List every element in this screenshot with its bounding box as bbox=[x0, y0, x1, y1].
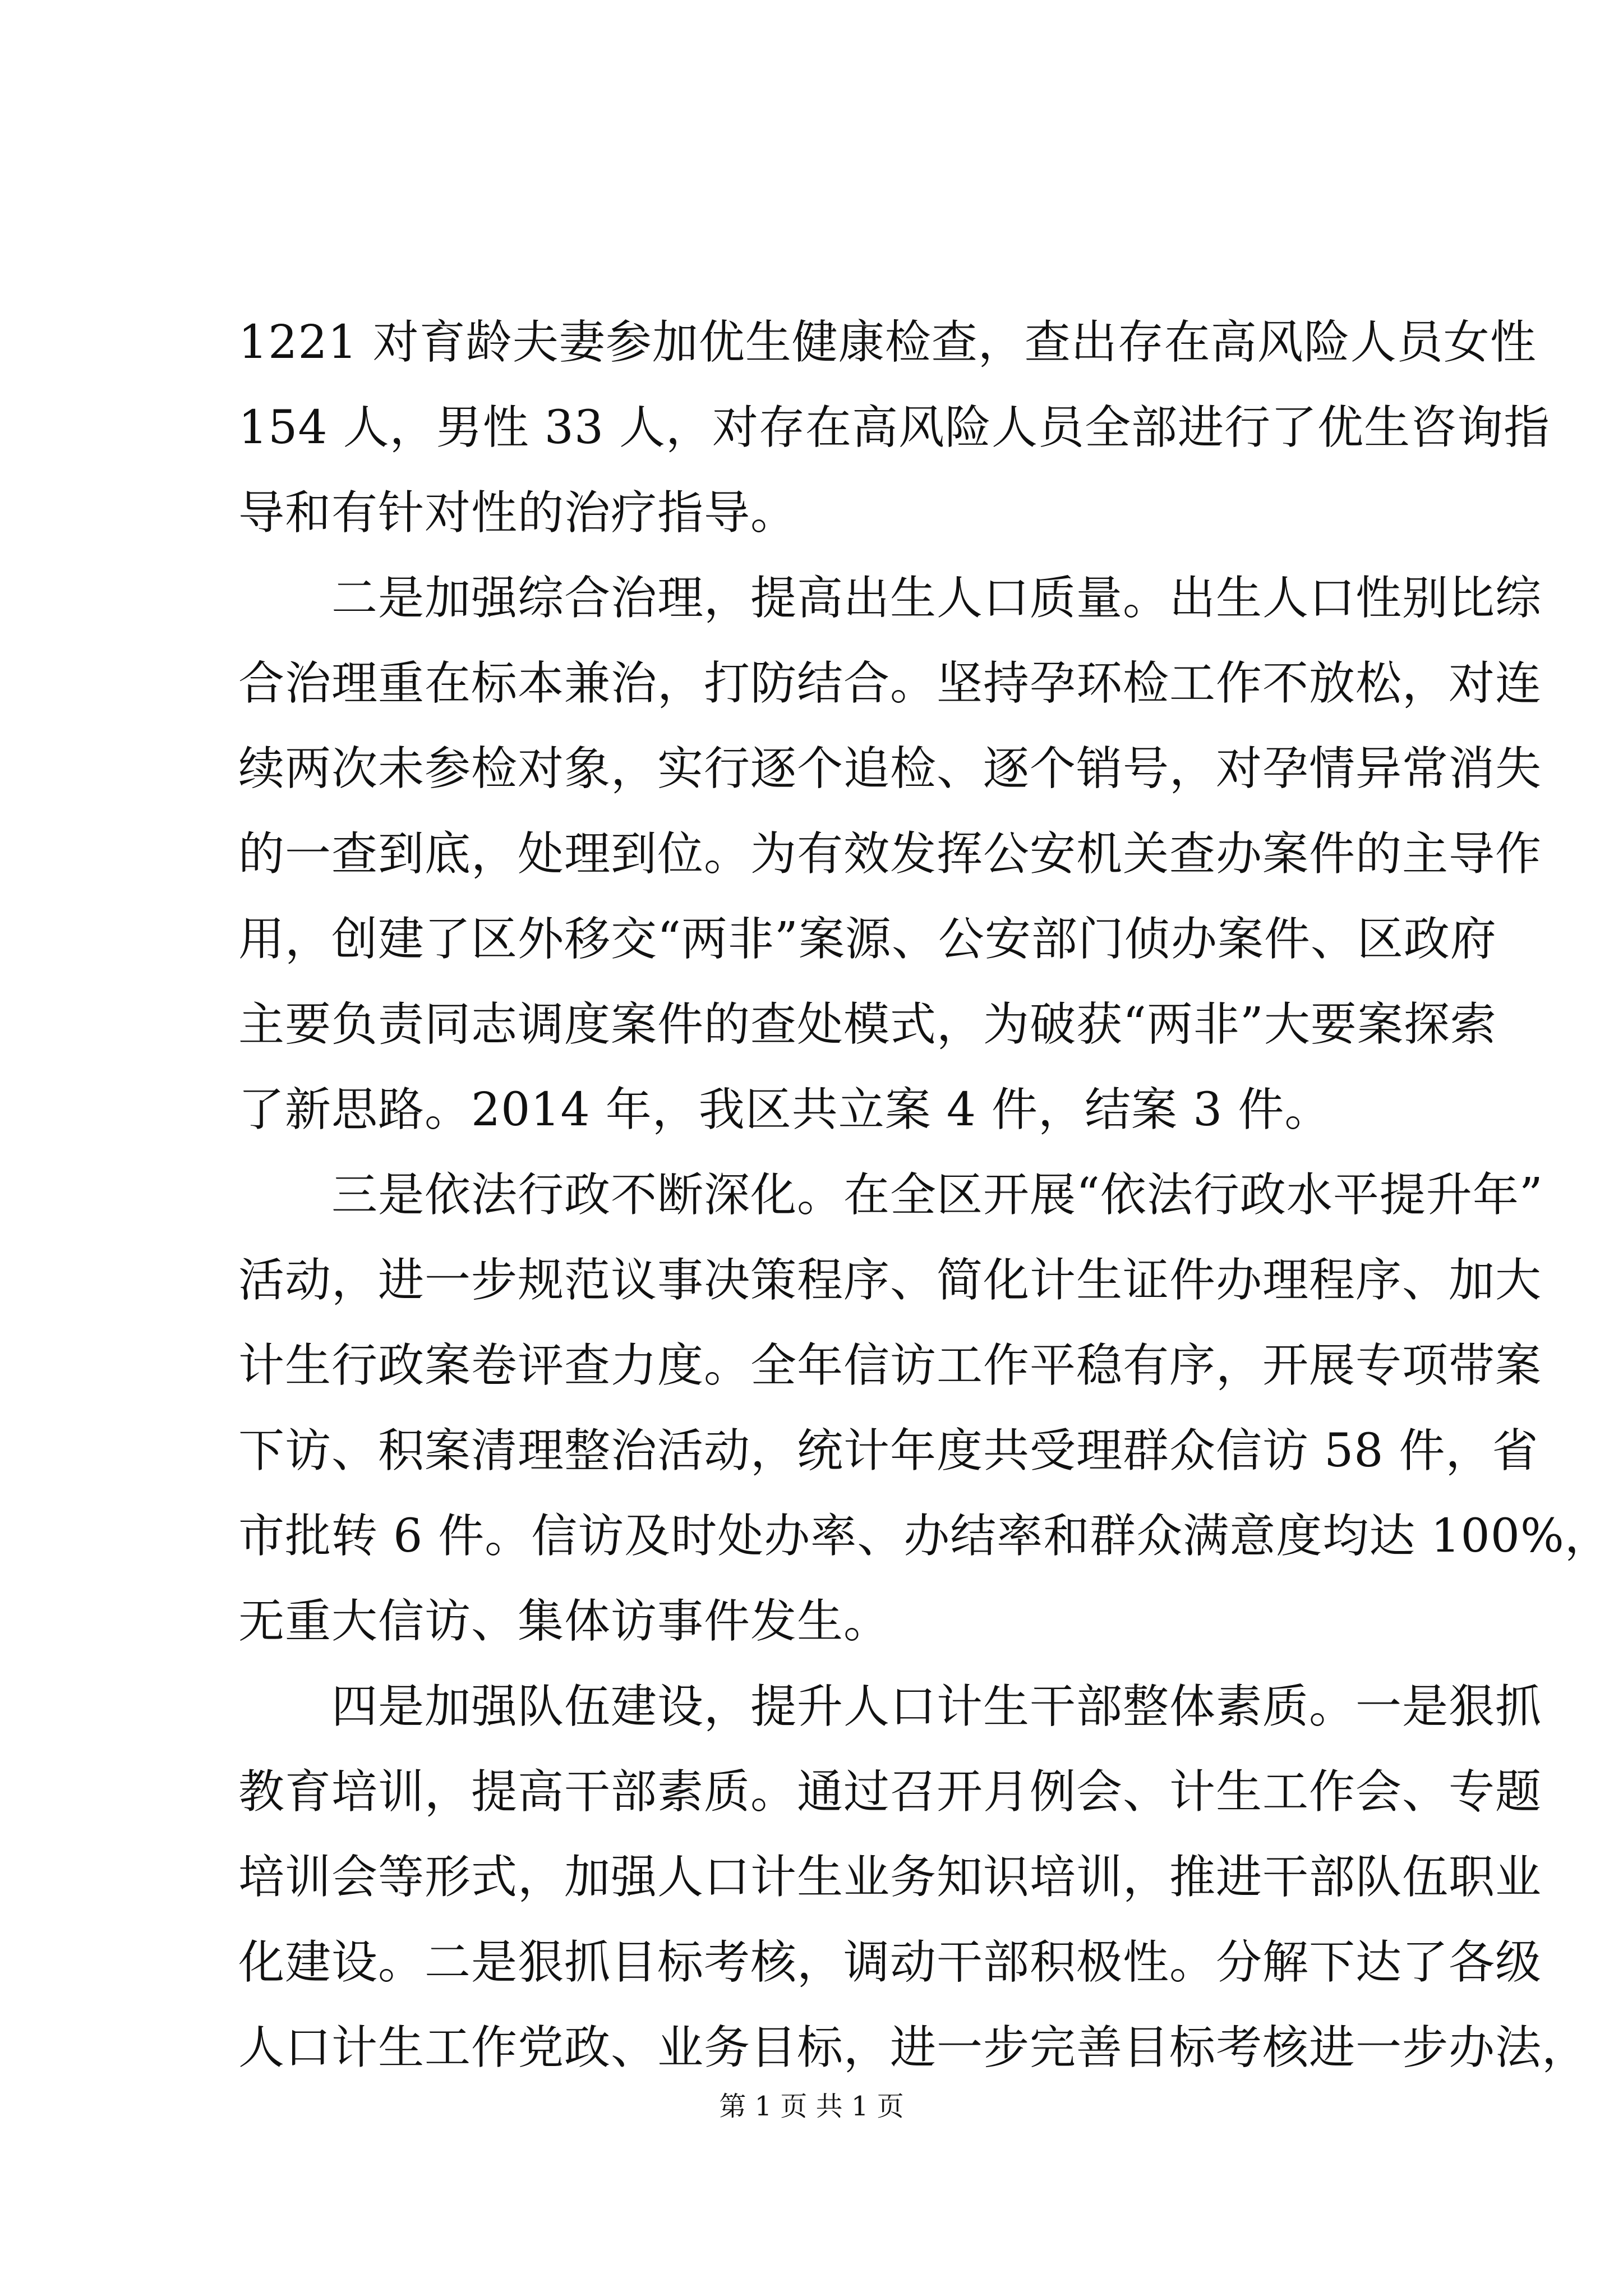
page-footer: 第 1 页 共 1 页 bbox=[719, 2091, 904, 2122]
text-line: 1221 对育龄夫妻参加优生健康检查，查出存在高风险人员女性 bbox=[238, 316, 1537, 369]
text-line: 活动，进一步规范议事决策程序、简化计生证件办理程序、加大 bbox=[238, 1254, 1542, 1307]
body-text bbox=[238, 300, 1611, 2091]
text-line: 主要负责同志调度案件的查处模式，为破获“两非”大要案探索 bbox=[238, 998, 1497, 1051]
text-line: 续两次未参检对象，实行逐个追检、逐个销号，对孕情异常消失 bbox=[238, 742, 1542, 795]
text-line: 的一查到底，处理到位。为有效发挥公安机关查办案件的主导作 bbox=[238, 827, 1542, 881]
text-line: 教育培训，提高干部素质。通过召开月例会、计生工作会、专题 bbox=[238, 1765, 1542, 1819]
text-line: 三是依法行政不断深化。在全区开展“依法行政水平提升年” bbox=[238, 1168, 1543, 1222]
text-line: 下访、积案清理整治活动，统计年度共受理群众信访 58 件，省 bbox=[238, 1424, 1539, 1478]
text-line: 培训会等形式，加强人口计生业务知识培训，推进干部队伍职业 bbox=[238, 1851, 1542, 1904]
text-line: 四是加强队伍建设，提升人口计生干部整体素质。一是狠抓 bbox=[238, 1680, 1542, 1733]
text-line: 计生行政案卷评查力度。全年信访工作平稳有序，开展专项带案 bbox=[238, 1339, 1542, 1392]
text-line: 化建设。二是狠抓目标考核，调动干部积极性。分解下达了各级 bbox=[238, 1936, 1542, 1989]
text-line: 用，创建了区外移交“两非”案源、公安部门侦办案件、区政府 bbox=[238, 913, 1497, 966]
text-line: 人口计生工作党政、业务目标，进一步完善目标考核进一步办法， bbox=[238, 2021, 1589, 2074]
text-line: 合治理重在标本兼治，打防结合。坚持孕环检工作不放松，对连 bbox=[238, 657, 1542, 710]
text-line: 了新思路。2014 年，我区共立案 4 件，结案 3 件。 bbox=[238, 1083, 1331, 1137]
text-line: 无重大信访、集体访事件发生。 bbox=[238, 1595, 891, 1648]
text-line: 二是加强综合治理，提高出生人口质量。出生人口性别比综 bbox=[238, 572, 1542, 625]
text-line: 154 人，男性 33 人，对存在高风险人员全部进行了优生咨询指 bbox=[238, 401, 1551, 454]
text-line: 导和有针对性的治疗指导。 bbox=[238, 486, 797, 540]
text-line: 市批转 6 件。信访及时处办率、办结率和群众满意度均达 100%， bbox=[238, 1510, 1611, 1563]
